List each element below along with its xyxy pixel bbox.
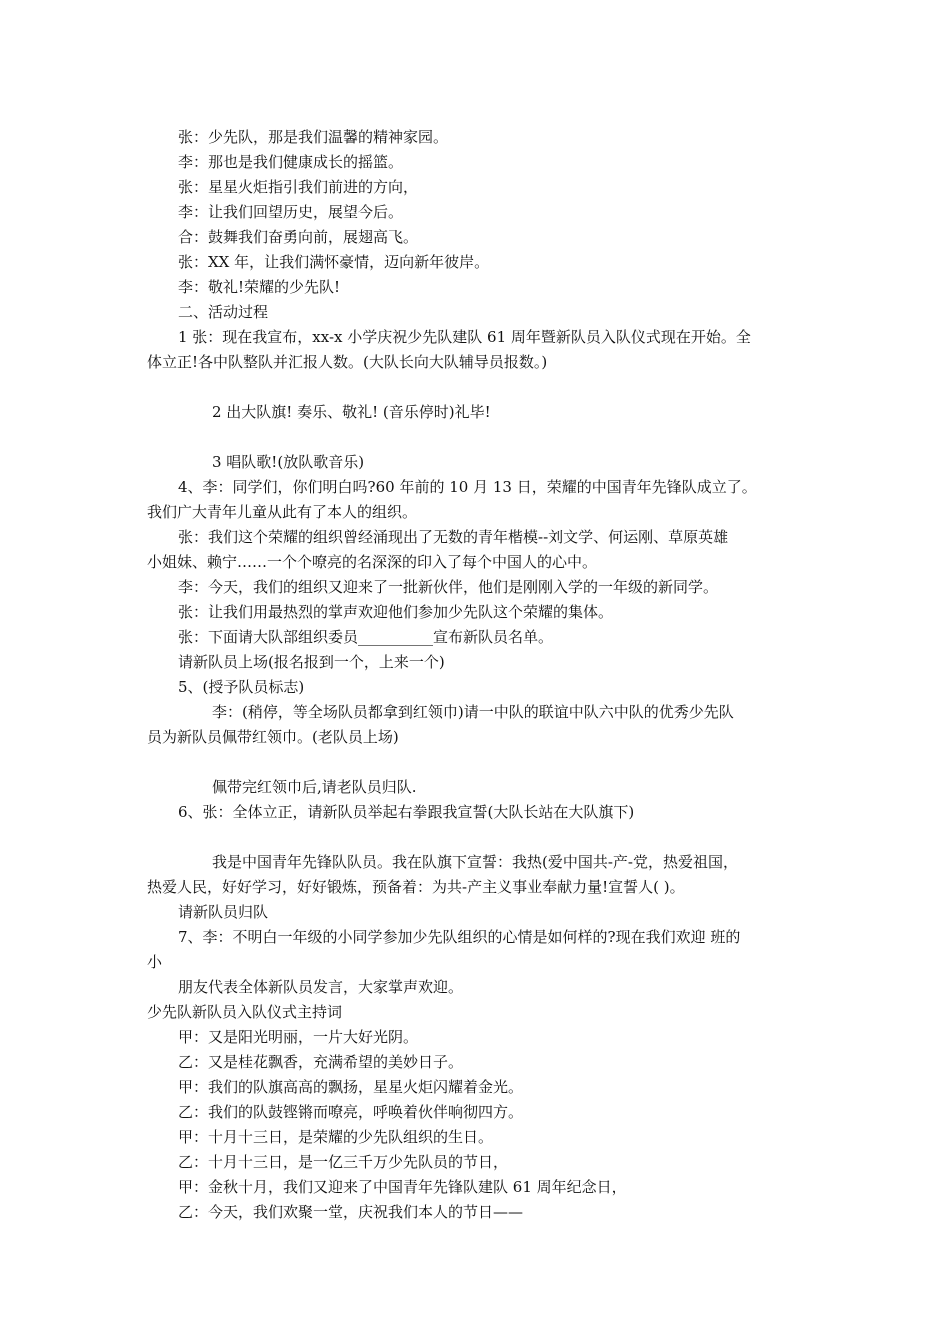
text-line: 李：(稍停，等全场队员都拿到红领巾)请一中队的联谊中队六中队的优秀少先队 [212,703,734,721]
text-line: 李：那也是我们健康成长的摇篮。 [178,153,404,171]
text-line: 甲：我们的队旗高高的飘扬，星星火炬闪耀着金光。 [178,1078,524,1096]
section-heading: 少先队新队员入队仪式主持词 [147,1003,343,1021]
text-line: 甲：十月十三日，是荣耀的少先队组织的生日。 [178,1128,494,1146]
text-line: 7、李：不明白一年级的小同学参加少先队组织的心情是如何样的?现在我们欢迎 班的 [178,928,741,946]
text-line: 张：XX 年，让我们满怀豪情，迈向新年彼岸。 [178,253,490,271]
text-line: 2 出大队旗! 奏乐、敬礼! (音乐停时)礼毕! [212,403,491,421]
text-line: 李：今天，我们的组织又迎来了一批新伙伴，他们是刚刚入学的一年级的新同学。 [178,578,719,596]
text-line: 乙：今天，我们欢聚一堂，庆祝我们本人的节日—— [178,1203,524,1221]
text-line: 佩带完红领巾后,请老队员归队. [212,778,417,796]
text-line: 请新队员上场(报名报到一个，上来一个) [178,653,445,671]
text-line: 我是中国青年先锋队队员。我在队旗下宣誓：我热(爱中国共-产-党，热爱祖国， [212,853,738,871]
text-line: 小 [147,953,163,971]
text-line: 张：下面请大队部组织委员__________宣布新队员名单。 [178,628,554,646]
text-line: 3 唱队歌!(放队歌音乐) [212,453,365,471]
text-line: 小姐妹、赖宁……一个个嘹亮的名深深的印入了每个中国人的心中。 [147,553,598,571]
text-line: 6、张：全体立正，请新队员举起右拳跟我宣誓(大队长站在大队旗下) [178,803,635,821]
text-line: 张：让我们用最热烈的掌声欢迎他们参加少先队这个荣耀的集体。 [178,603,614,621]
text-line: 1 张：现在我宣布，xx-x 小学庆祝少先队建队 61 周年暨新队员入队仪式现在开始。全 [178,328,751,346]
text-line: 李：让我们回望历史，展望今后。 [178,203,404,221]
text-line: 体立正!各中队整队并汇报人数。(大队长向大队辅导员报数。) [147,353,548,371]
text-line: 张：星星火炬指引我们前进的方向， [178,178,419,196]
text-line: 乙：十月十三日，是一亿三千万少先队员的节日， [178,1153,509,1171]
text-line: 员为新队员佩带红领巾。(老队员上场) [147,728,399,746]
text-line: 乙：又是桂花飘香，充满希望的美妙日子。 [178,1053,464,1071]
text-line: 张：少先队，那是我们温馨的精神家园。 [178,128,449,146]
text-line: 甲：金秋十月，我们又迎来了中国青年先锋队建队 61 周年纪念日， [178,1178,627,1196]
text-line: 我们广大青年儿童从此有了本人的组织。 [147,503,418,521]
section-heading: 二、活动过程 [178,303,269,321]
text-line: 请新队员归队 [178,903,269,921]
text-line: 李：敬礼!荣耀的少先队! [178,278,341,296]
text-line: 5、(授予队员标志) [178,678,305,696]
text-line: 4、李：同学们，你们明白吗?60 年前的 10 月 13 日，荣耀的中国青年先锋队成立了。 [178,478,757,496]
text-line: 合：鼓舞我们奋勇向前，展翅高飞。 [178,228,419,246]
text-line: 甲：又是阳光明丽，一片大好光阴。 [178,1028,419,1046]
text-line: 张：我们这个荣耀的组织曾经涌现出了无数的青年楷模--刘文学、何运刚、草原英雄 [178,528,729,546]
text-line: 热爱人民，好好学习，好好锻炼，预备着：为共-产主义事业奉献力量!宣誓人( )。 [147,878,685,896]
text-line: 朋友代表全体新队员发言，大家掌声欢迎。 [178,978,464,996]
text-line: 乙：我们的队鼓铿锵而嘹亮，呼唤着伙伴响彻四方。 [178,1103,524,1121]
